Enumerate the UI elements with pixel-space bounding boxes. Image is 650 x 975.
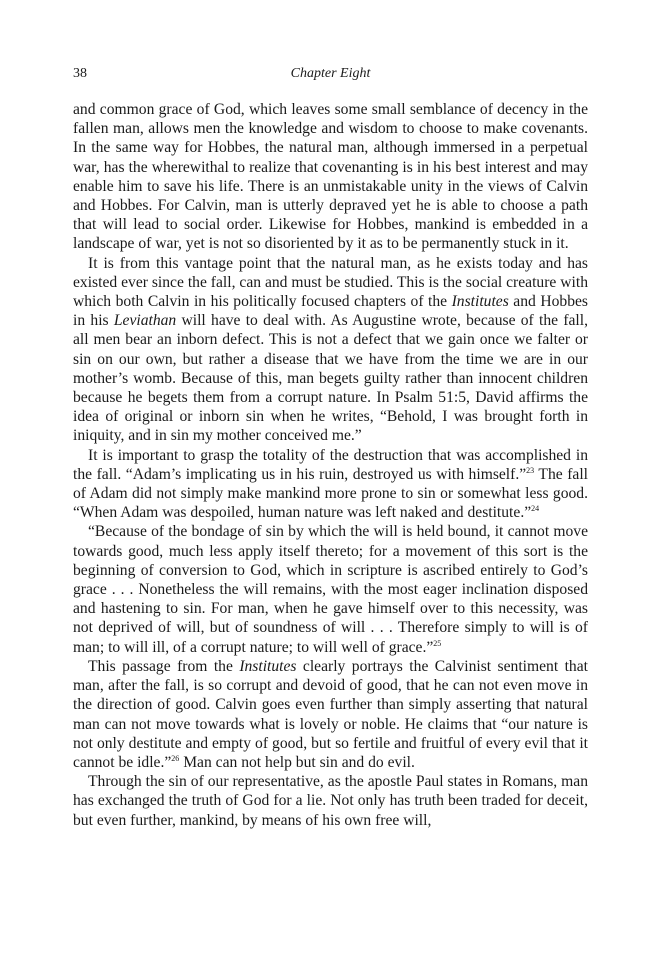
paragraph-p2 [73, 254, 588, 446]
italic-title: Institutes [239, 657, 297, 675]
text-segment: It is from this vantage point that the natural man, as he exists today and has existed ever since the fall, can and must be studied. This is the social creature with which both Calvin in his politically focused chapters of the [73, 254, 588, 311]
text-segment: It is important to grasp the totality of the destruction that was accomplished in the fall. “Adam’s implicating us in his ruin, destroyed us with himself.” [73, 446, 588, 483]
italic-title: Institutes [451, 293, 509, 311]
paragraph-p4 [73, 522, 588, 656]
footnote-marker: 24 [531, 504, 540, 514]
italic-title: Leviathan [113, 312, 177, 330]
paragraph-p5 [73, 657, 588, 772]
text-segment: will have to deal with. As Augustine wrote, because of the fall, all men bear an inborn defect. This is not a defect that we gain once we falter or sin on our own, but rather a disease that we have from the time we are in our mother’s womb. Because of this, man begets guilty rather than innocent children because he begets them from a corrupt nature. In Psalm 51:5, David affirms the idea of original or inborn sin when he writes, “Behold, I was brought forth in iniquity, and in sin my mother conceived me.” [73, 312, 588, 445]
footnote-marker: 26 [171, 753, 180, 763]
text-segment: Man can not help but sin and do evil. [179, 753, 415, 771]
text-segment: Through the sin of our representative, as the apostle Paul states in Romans, man has exchanged the truth of God for a lie. Not only has truth been traded for deceit, but even further, mankind, by means of his own free will, [73, 773, 588, 829]
page-header [73, 66, 588, 88]
paragraph-p3 [73, 446, 588, 523]
running-head: Chapter Eight [290, 66, 371, 81]
text-segment: The fall of Adam did not simply make mankind more prone to sin or somewhat less good. “When Adam was despoiled, human nature was left naked and destitute.” [73, 465, 588, 522]
footnote-marker: 25 [433, 638, 442, 648]
text-segment: This passage from the [88, 657, 240, 675]
paragraph-p1 [73, 100, 588, 254]
text-segment: and Hobbes in his [73, 293, 588, 330]
text-segment: and common grace of God, which leaves some small semblance of decency in the fallen man, allows men the knowledge and wisdom to choose to make covenants. In the same way for Hobbes, the natural man, although immersed in a perpetual war, has the wherewithal to realize that covenanting is in his best interest and may enable him to save his life. There is an unmistakable unity in the views of Calvin and Hobbes. For Calvin, man is utterly depraved yet he is able to choose a path that will lead to social order. Likewise for Hobbes, mankind is embedded in a landscape of war, yet is not so disoriented by it as to be permanently stuck in it. [73, 101, 588, 253]
footnote-marker: 23 [526, 465, 535, 475]
body-text [73, 100, 588, 830]
book-page [73, 66, 588, 830]
page-number: 38 [73, 66, 87, 81]
paragraph-p6 [73, 772, 588, 830]
text-segment: “Because of the bondage of sin by which the will is held bound, it cannot move towards good, much less apply itself thereto; for a movement of this sort is the beginning of conversion to God, which in scripture is ascribed entirely to God’s grace . . . Nonetheless the will remains, with the most eager inclination disposed and hastening to sin. For man, when he gave himself over to this necessity, was not deprived of will, but of soundness of will . . . Therefore simply to will is of man; to will ill, of a corrupt nature; to will well of grace.” [73, 523, 588, 656]
text-segment: clearly portrays the Calvinist sentiment that man, after the fall, is so corrupt and devoid of good, that he can not even move in the direction of good. Calvin goes even further than simply asserting that natural man can not move towards what is lovely or noble. He claims that “our nature is not only destitute and empty of good, but so fertile and fruitful of every evil that it cannot be idle.” [73, 657, 588, 771]
